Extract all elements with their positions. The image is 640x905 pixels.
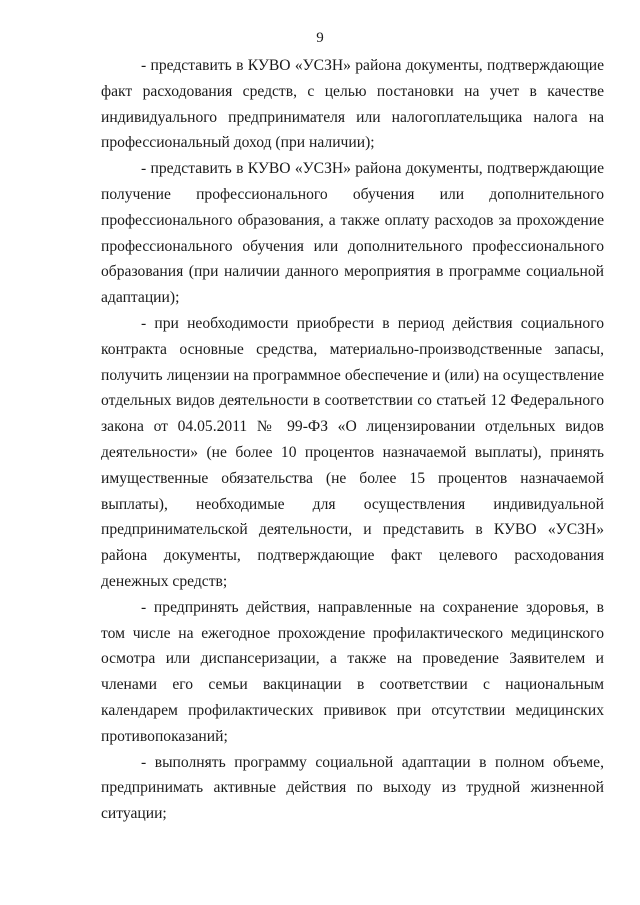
paragraph-1: - представить в КУВО «УСЗН» района документы, подтверждающие факт расходования средств, с целью постановки на учет в качестве индивидуального предпринимателя или налогоплательщика налога на профессиональный доход (при наличии);	[101, 57, 604, 152]
paragraph-4: - предпринять действия, направленные на сохранение здоровья, в том числе на ежегодное прохождение профилактического медицинского осмотра или диспансеризации, а также на проведение Заявителем и членами его семьи вакцинации в соответствии с национальным календарем профилактических прививок при отсутствии медицинских противопоказаний;	[101, 598, 604, 745]
paragraph-5: - выполнять программу социальной адаптации в полном объеме, предпринимать активные действия по выходу из трудной жизненной ситуации;	[101, 753, 604, 823]
document-body	[101, 53, 604, 827]
paragraph-3: - при необходимости приобрести в период действия социального контракта основные средства, материально-производственные запасы, получить лицензии на программное обеспечение и (или) на осуществление отдельных видов деятельности в соответствии со статьей 12 Федерального закона от 04.05.2011 № 99-ФЗ «О лицензировании отдельных видов деятельности» (не более 10 процентов назначаемой выплаты), принять имущественные обязательства (не более 15 процентов назначаемой выплаты), необходимые для осуществления индивидуальной предпринимательской деятельности, и представить в КУВО «УСЗН» района документы, подтверждающие факт целевого расходования денежных средств;	[101, 314, 604, 590]
page-number: 9	[316, 30, 324, 46]
paragraph-2: - представить в КУВО «УСЗН» района документы, подтверждающие получение профессионального обучения или дополнительного профессионального образования, а также оплату расходов за прохождение профессионального обучения или дополнительного профессионального образования (при наличии данного мероприятия в программе социальной адаптации);	[101, 160, 604, 307]
